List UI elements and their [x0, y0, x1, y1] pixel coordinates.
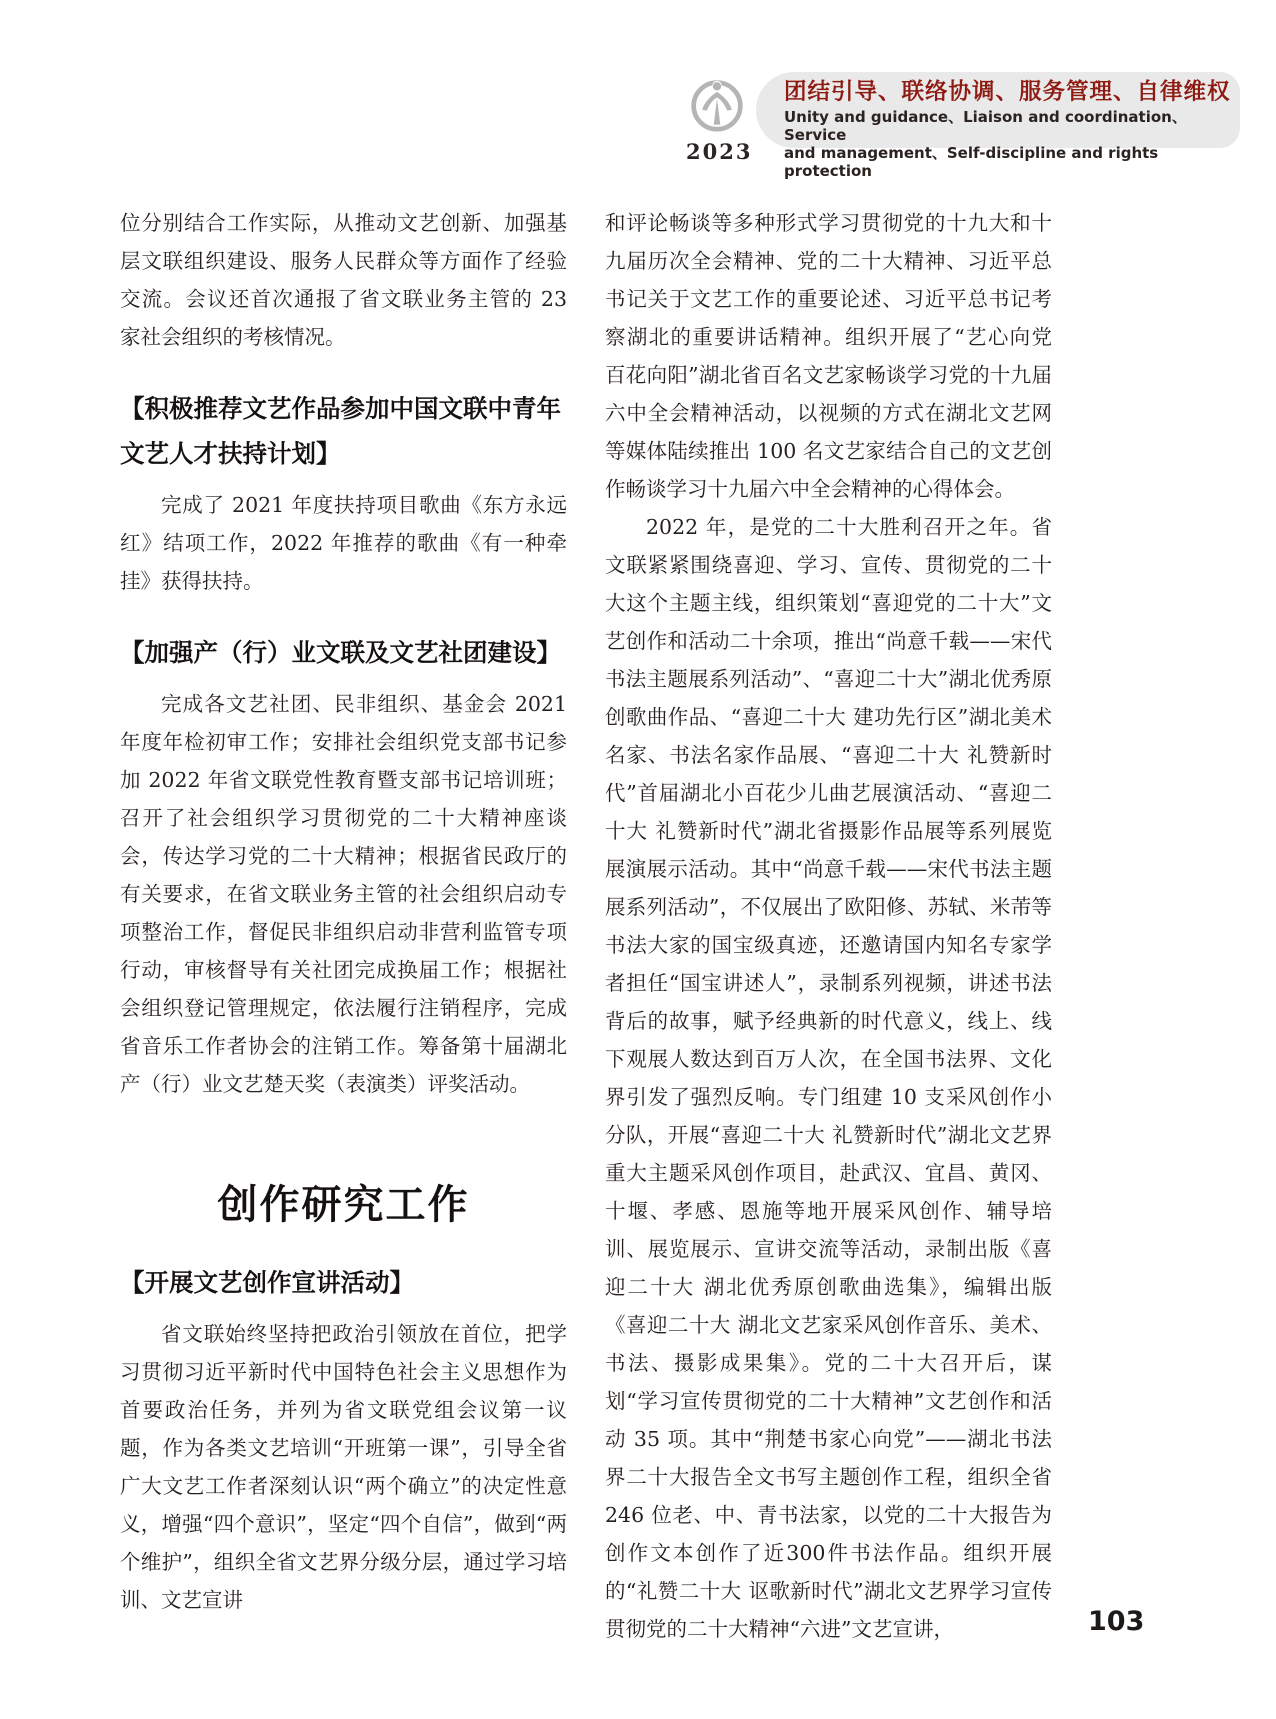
paragraph-intro-continuation: 位分别结合工作实际，从推动文艺创新、加强基层文联组织建设、服务人民群众等方面作了经验交流。会议还首次通报了省文联业务主管的 23 家社会组织的考核情况。: [120, 211, 567, 349]
page-number: 103: [1088, 1606, 1145, 1637]
section-title-creation-research: 创作研究工作: [217, 1182, 470, 1228]
logo-year: 2023: [686, 139, 753, 164]
header-banner: [756, 72, 1240, 180]
paragraph-lecture: 省文联始终坚持把政治引领放在首位，把学习贯彻习近平新时代中国特色社会主义思想作为首要政治任务，并列为省文联党组会议第一议题，作为各类文艺培训“开班第一课”，引导全省广大文艺工作者深刻认识“两个确立”的决定性意义，增强“四个意识”，坚定“四个自信”，做到“两个维护”，组织全省文艺界分级分层，通过学习培训、文艺宣讲: [120, 1322, 567, 1612]
banner-subtitle-line2: and management、Self-discipline and rights protection: [784, 144, 1159, 180]
entry-heading-societies: 【加强产（行）业文联及文艺社团建设】: [120, 638, 561, 667]
federation-emblem-icon: [689, 119, 745, 138]
banner-title-cn: 团结引导、联络协调、服务管理、自律维权: [784, 79, 1231, 105]
paragraph-study-continuation: 和评论畅谈等多种形式学习贯彻党的十九大和十九届历次全会精神、党的二十大精神、习近平总书记关于文艺工作的重要论述、习近平总书记考察湖北的重要讲话精神。组织开展了“艺心向党 百花向阳”湖北省百名文艺家畅谈学习党的十九届六中全会精神活动，以视频的方式在湖北文艺网等媒体陆续推出 100 名文艺家结合自己的文艺创作畅谈学习十九届六中全会精神的心得体会。: [605, 211, 1052, 501]
banner-subtitle-en: [784, 108, 1240, 180]
entry-heading-recommend: 【积极推荐文艺作品参加中国文联中青年文艺人才扶持计划】: [120, 394, 561, 468]
left-column: [120, 204, 567, 1619]
paragraph-2022-congress: 2022 年，是党的二十大胜利召开之年。省文联紧紧围绕喜迎、学习、宣传、贯彻党的二十大这个主题主线，组织策划“喜迎党的二十大”文艺创作和活动二十余项，推出“尚意千载——宋代书法主题展系列活动”、“喜迎二十大”湖北优秀原创歌曲作品、“喜迎二十大 建功先行区”湖北美术名家、书法名家作品展、“喜迎二十大 礼赞新时代”首届湖北小百花少儿曲艺展演活动、“喜迎二十大 礼赞新时代”湖北省摄影作品展等系列展览展演展示活动。其中“尚意千载——宋代书法主题展系列活动”，不仅展出了欧阳修、苏轼、米芾等书法大家的国宝级真迹，还邀请国内知名专家学者担任“国宝讲述人”，录制系列视频，讲述书法背后的故事，赋予经典新的时代意义，线上、线下观展人数达到百万人次，在全国书法界、文化界引发了强烈反响。专门组建 10 支采风创作小分队，开展“喜迎二十大 礼赞新时代”湖北文艺界重大主题采风创作项目，赴武汉、宜昌、黄冈、十堰、孝感、恩施等地开展采风创作、辅导培训、展览展示、宣讲交流等活动，录制出版《喜迎二十大 湖北优秀原创歌曲选集》，编辑出版《喜迎二十大 湖北文艺家采风创作音乐、美术、书法、摄影成果集》。党的二十大召开后，谋划“学习宣传贯彻党的二十大精神”文艺创作和活动 35 项。其中“荆楚书家心向党”——湖北书法界二十大报告全文书写主题创作工程，组织全省 246 位老、中、青书法家，以党的二十大报告为创作文本创作了近300件书法作品。组织开展的“礼赞二十大 讴歌新时代”湖北文艺界学习宣传贯彻党的二十大精神“六进”文艺宣讲，: [605, 515, 1052, 1641]
entry-heading-lecture: 【开展文艺创作宣讲活动】: [120, 1268, 414, 1297]
federation-logo: [686, 76, 753, 164]
paragraph-societies: 完成各文艺社团、民非组织、基金会 2021 年度年检初审工作；安排社会组织党支部书记参加 2022 年省文联党性教育暨支部书记培训班；召开了社会组织学习贯彻党的二十大精神座谈会，传达学习党的二十大精神；根据省民政厅的有关要求，在省文联业务主管的社会组织启动专项整治工作，督促民非组织启动非营利监管专项行动，审核督导有关社团完成换届工作；根据社会组织登记管理规定，依法履行注销程序，完成省音乐工作者协会的注销工作。筹备第十届湖北产（行）业文艺楚天奖（表演类）评奖活动。: [120, 692, 567, 1096]
right-column: [605, 204, 1052, 1648]
paragraph-recommend: 完成了 2021 年度扶持项目歌曲《东方永远红》结项工作，2022 年推荐的歌曲《有一种牵挂》获得扶持。: [120, 493, 567, 593]
banner-subtitle-line1: Unity and guidance、Liaison and coordination、Service: [784, 108, 1187, 144]
